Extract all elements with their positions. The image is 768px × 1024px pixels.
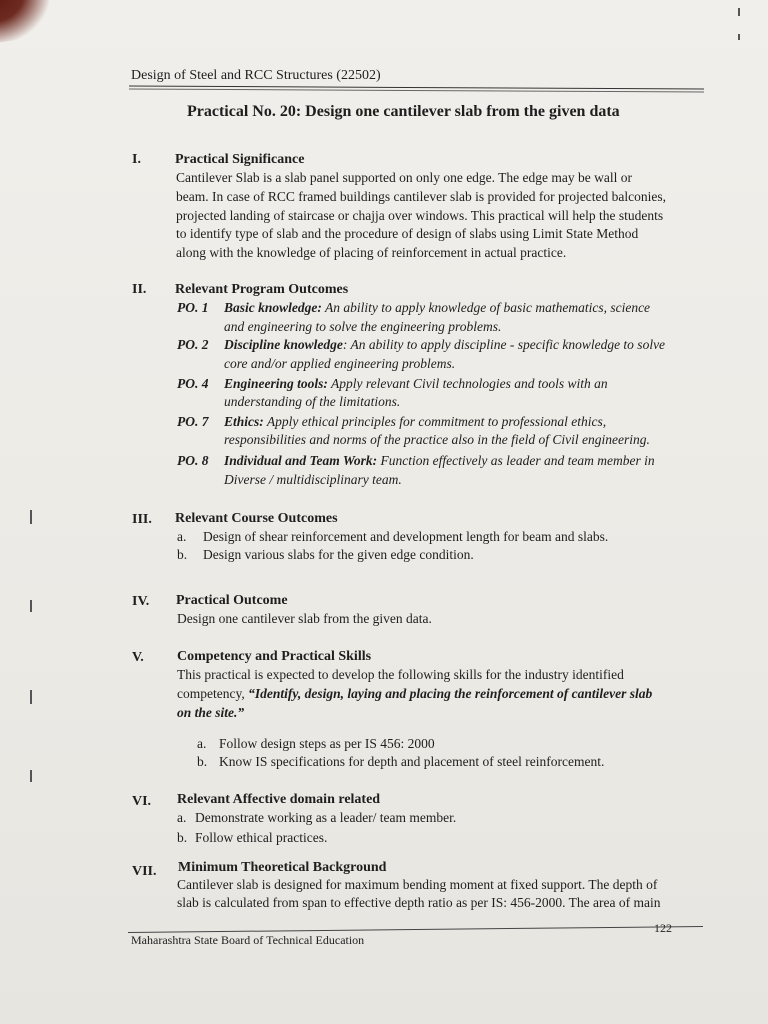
po-continuation: understanding of the limitations.: [224, 394, 401, 409]
paragraph-line: along with the knowledge of placing of reinforcement in actual practice.: [176, 245, 567, 260]
list-item: [197, 736, 435, 752]
po-text: Apply ethical principles for commitment to professional ethics,: [263, 414, 607, 429]
paragraph-line: beam. In case of RCC framed buildings cantilever slab is provided for projected balconies,: [176, 189, 666, 204]
footer-rule: [128, 926, 703, 933]
po-text: : An ability to apply discipline - specific knowledge to solve: [342, 337, 666, 352]
po-heading: Engineering tools:: [224, 376, 328, 391]
section-heading: Practical Outcome: [176, 593, 288, 608]
list-item: [177, 830, 327, 846]
list-item: [197, 754, 604, 770]
list-marker: a.: [197, 736, 207, 751]
section-heading: Relevant Course Outcomes: [175, 511, 338, 526]
po-number: PO. 8: [177, 453, 209, 468]
list-marker: b.: [177, 830, 188, 845]
margin-mark: [30, 690, 32, 704]
po-number: PO. 2: [177, 337, 209, 352]
paragraph-line: Cantilever slab is designed for maximum bending moment at fixed support. The depth of: [177, 877, 658, 892]
list-marker: a.: [177, 810, 187, 825]
footer-text: Maharashtra State Board of Technical Education: [131, 933, 365, 947]
list-text: Demonstrate working as a leader/ team member.: [195, 810, 457, 825]
list-marker: b.: [177, 547, 188, 562]
po-continuation: and engineering to solve the engineering problems.: [224, 319, 502, 334]
program-outcome: [177, 300, 650, 316]
program-outcome: [177, 337, 665, 353]
paragraph-line: to identify type of slab and the procedure of design of slabs using Limit State Method: [176, 226, 639, 241]
po-continuation: responsibilities and norms of the practice also in the field of Civil engineering.: [224, 432, 650, 447]
margin-mark: [738, 8, 740, 16]
section-number: V.: [132, 650, 144, 665]
po-heading: Discipline knowledge: [224, 337, 343, 352]
paragraph-line: slab is calculated from span to effective depth ratio as per IS: 456-2000. The area of main: [177, 895, 661, 910]
po-text: An ability to apply knowledge of basic mathematics, science: [321, 300, 651, 315]
list-item: [177, 547, 474, 563]
po-text: Function effectively as leader and team member in: [377, 453, 655, 468]
program-outcome: [177, 453, 655, 469]
program-outcome: [177, 414, 606, 430]
section-number: I.: [132, 152, 141, 167]
margin-mark: [30, 770, 32, 782]
section-heading: Minimum Theoretical Background: [178, 860, 387, 875]
section-number: VII.: [132, 864, 157, 879]
margin-mark: [30, 510, 32, 524]
po-heading: Ethics:: [224, 414, 264, 429]
section-heading: Practical Significance: [175, 152, 305, 167]
header-rule: [129, 88, 704, 92]
po-number: PO. 1: [177, 300, 209, 315]
po-number: PO. 7: [177, 414, 209, 429]
po-text: Apply relevant Civil technologies and tools with an: [327, 376, 608, 391]
practical-title: Practical No. 20: Design one cantilever slab from the given data: [187, 103, 620, 120]
list-marker: a.: [177, 529, 187, 544]
program-outcome: [177, 376, 608, 392]
list-item: [177, 810, 456, 826]
section-heading: Competency and Practical Skills: [177, 649, 372, 664]
po-continuation: Diverse / multidisciplinary team.: [224, 472, 402, 487]
section-number: VI.: [132, 794, 152, 809]
list-text: Design various slabs for the given edge condition.: [203, 547, 474, 562]
list-text: Know IS specifications for depth and placement of steel reinforcement.: [219, 754, 605, 769]
paragraph-line: Design one cantilever slab from the given data.: [177, 611, 432, 626]
paragraph-line: Cantilever Slab is a slab panel supported on only one edge. The edge may be wall or: [176, 170, 633, 185]
paragraph-line: [177, 686, 652, 702]
list-item: [177, 529, 608, 545]
page-number: 122: [654, 921, 672, 935]
running-header: Design of Steel and RCC Structures (22502): [131, 68, 381, 83]
list-text: Follow design steps as per IS 456: 2000: [219, 736, 435, 751]
section-number: II.: [132, 282, 147, 297]
list-text: Follow ethical practices.: [195, 830, 328, 845]
section-heading: Relevant Program Outcomes: [175, 282, 349, 297]
margin-mark: [30, 600, 32, 612]
margin-mark: [738, 34, 740, 40]
section-number: III.: [132, 512, 152, 527]
list-text: Design of shear reinforcement and development length for beam and slabs.: [203, 529, 609, 544]
po-continuation: core and/or applied engineering problems.: [224, 356, 456, 371]
po-heading: Basic knowledge:: [224, 300, 322, 315]
po-number: PO. 4: [177, 376, 209, 391]
po-heading: Individual and Team Work:: [224, 453, 378, 468]
competency-quote: “Identify, design, laying and placing the reinforcement of cantilever slab: [248, 686, 653, 701]
paragraph-line: projected landing of staircase or chajja over windows. This practical will help the students: [176, 208, 664, 223]
paragraph-line: This practical is expected to develop the following skills for the industry identified: [177, 667, 624, 682]
section-heading: Relevant Affective domain related: [177, 792, 381, 807]
list-marker: b.: [197, 754, 208, 769]
competency-quote-end: on the site.”: [177, 705, 245, 720]
section-number: IV.: [132, 594, 150, 609]
page-corner-shadow: [0, 0, 54, 45]
paragraph-text: competency,: [177, 686, 249, 701]
